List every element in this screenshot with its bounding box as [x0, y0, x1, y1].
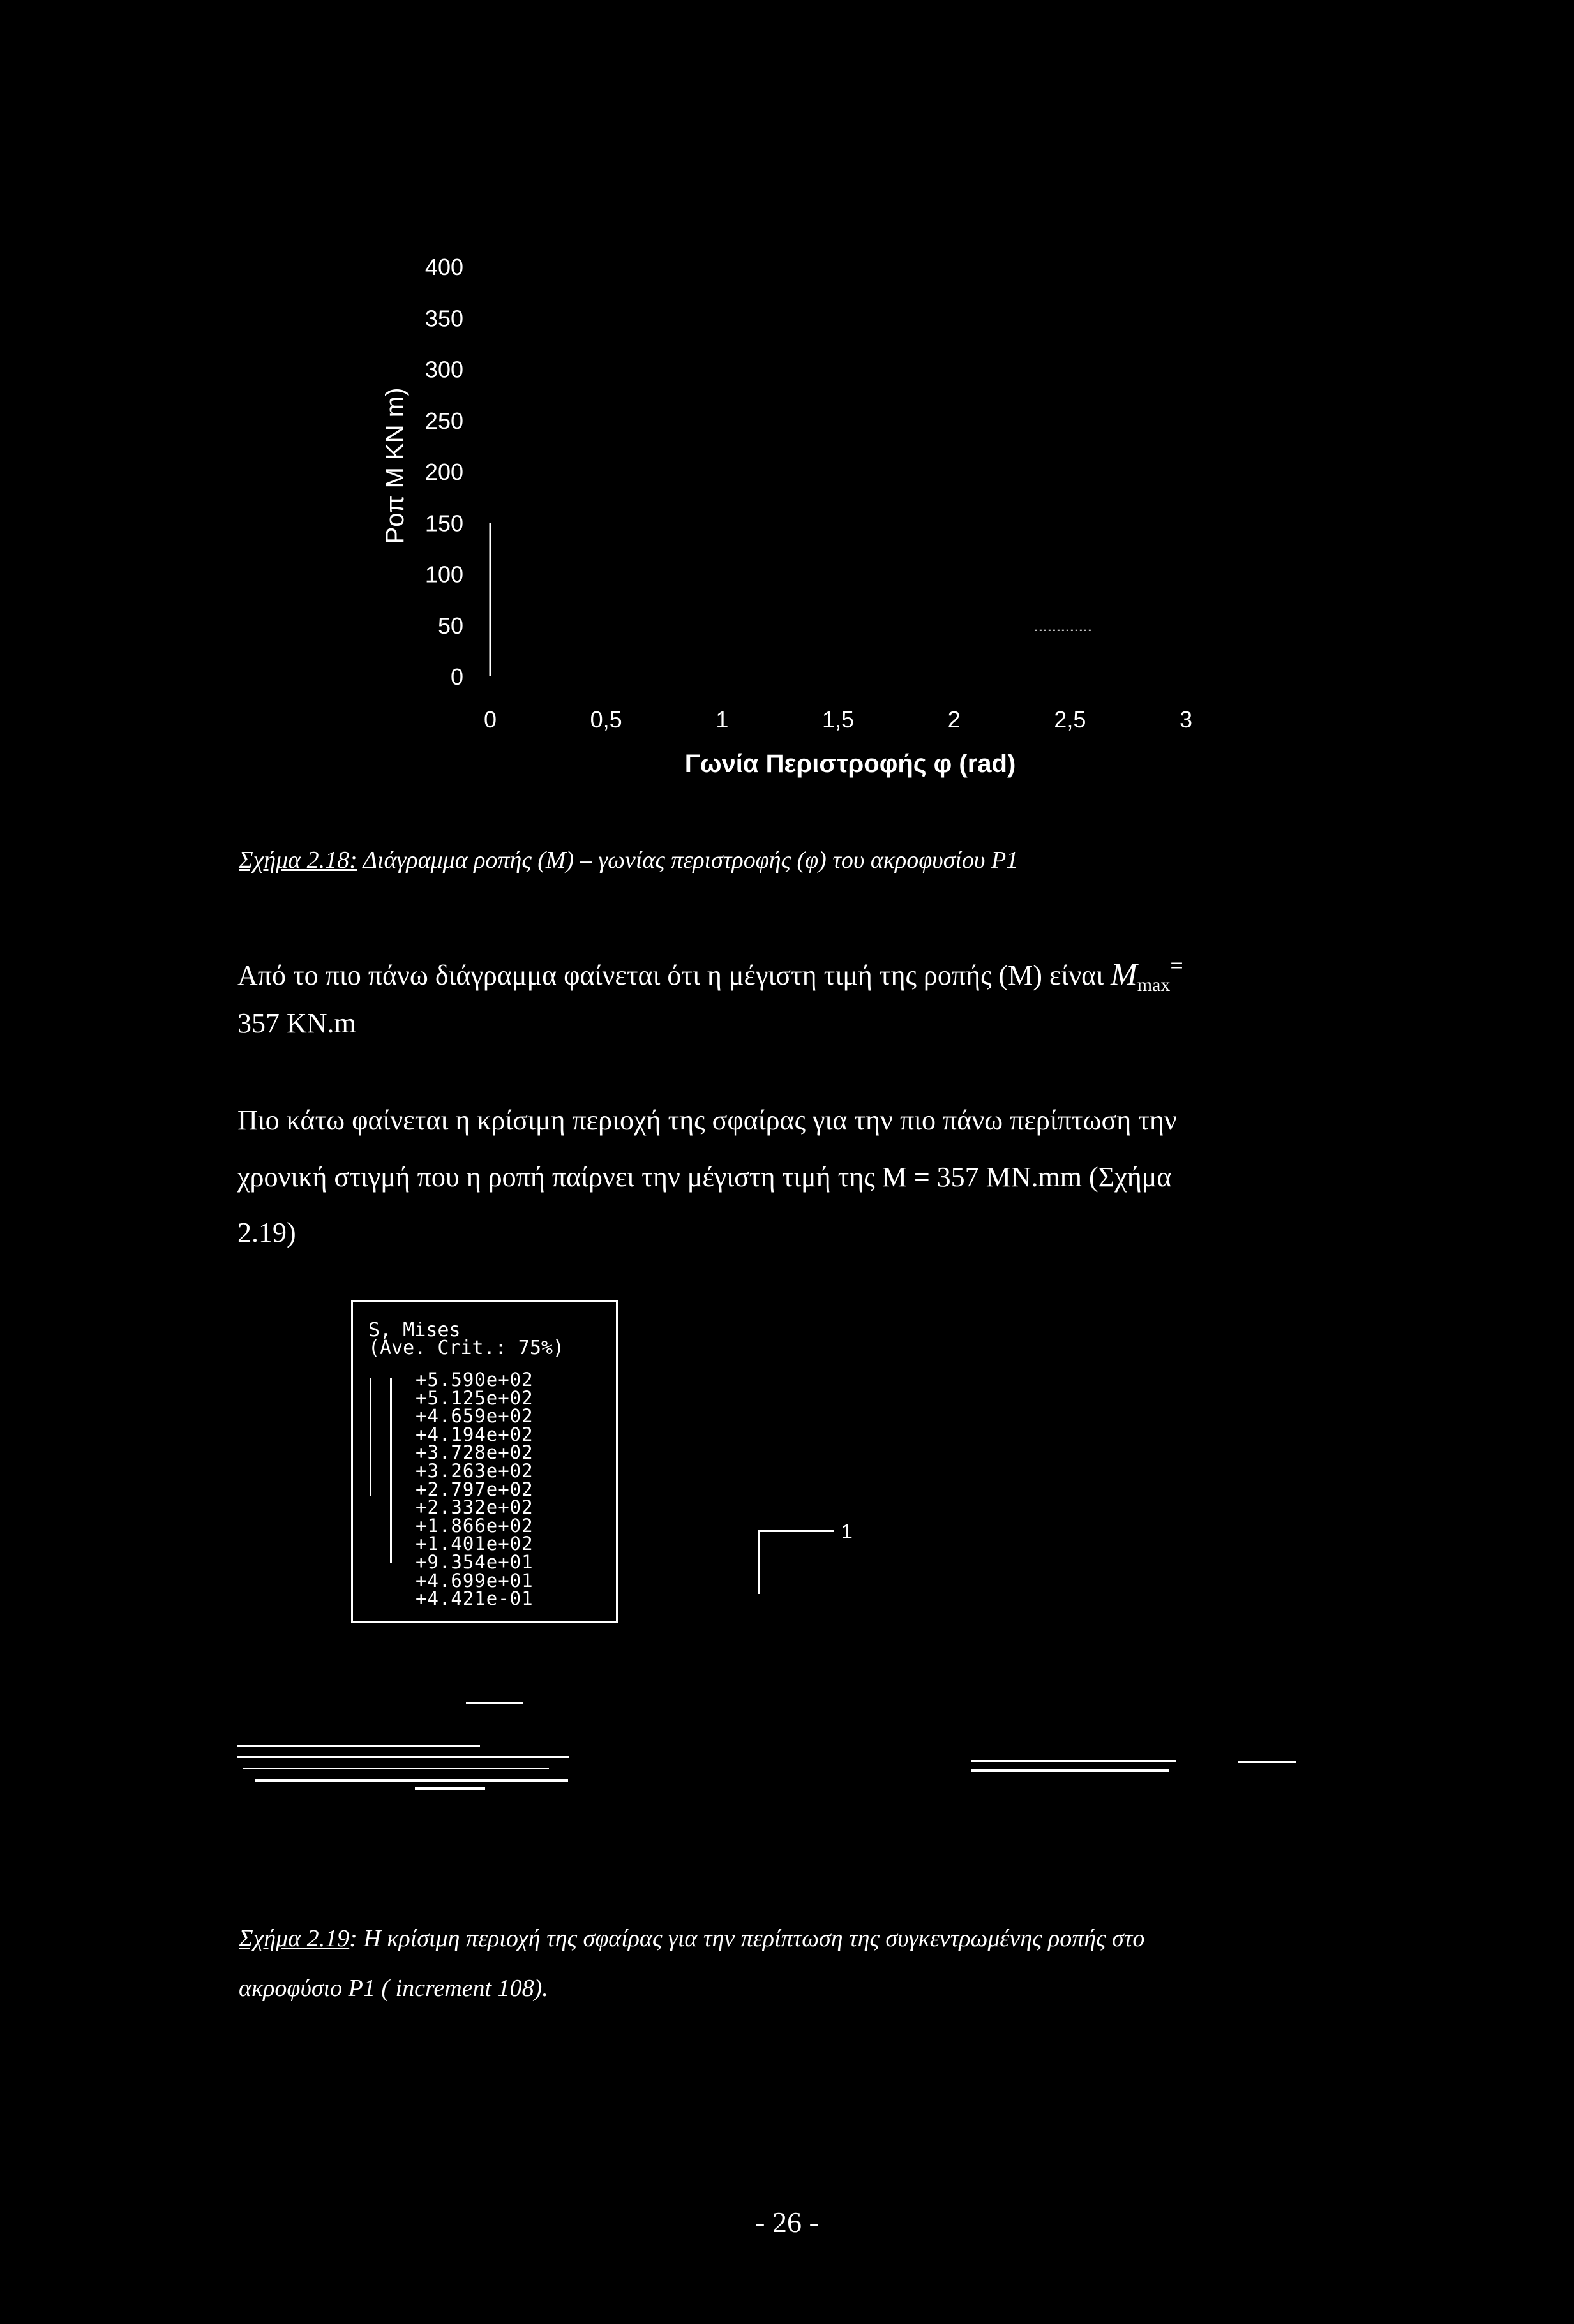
x-tick-label: 1,5 [821, 706, 855, 733]
figure-2-18-caption [239, 846, 1018, 874]
model-edge [243, 1768, 549, 1769]
paragraph-1-line-1 [237, 941, 1183, 1010]
legend-value: +1.866e+02 [416, 1514, 534, 1537]
legend-value: +1.401e+02 [416, 1533, 534, 1555]
y-tick-label: 250 [424, 407, 463, 434]
legend-color-bar [390, 1378, 392, 1563]
paragraph-2-line-2: χρονική στιγμή που η ροπή παίρνει την μέγιστη τιμή της Μ = 357 ΜΝ.mm (Σχήμα [237, 1161, 1172, 1193]
figure-2-18-text: Διάγραμμα ροπής (Μ) – γωνίας περιστροφής (φ) του ακροφυσίου Ρ1 [357, 847, 1019, 874]
y-tick-label: 350 [424, 305, 463, 332]
x-axis-label: Γωνία Περιστροφής φ (rad) [684, 750, 1016, 778]
figure-2-19-caption [239, 1925, 1144, 1953]
legend-value: +4.659e+02 [416, 1405, 534, 1427]
y-tick-label: 300 [424, 356, 463, 383]
m-max-symbol: M [1111, 956, 1137, 992]
legend-title: S, Mises [368, 1319, 461, 1341]
axis-vertical-line [758, 1530, 760, 1594]
y-tick-label: 0 [450, 664, 463, 690]
chart-canvas [0, 0, 1574, 830]
legend-value: +3.263e+02 [416, 1460, 534, 1482]
legend-value: +4.194e+02 [416, 1423, 534, 1445]
legend-value: +4.699e+01 [416, 1569, 534, 1591]
figure-2-18-label: Σχήμα 2.18: [239, 847, 357, 874]
figure-2-19-label: Σχήμα 2.19 [239, 1925, 350, 1952]
x-tick-label: 0,5 [590, 706, 622, 733]
y-tick-label: 150 [424, 510, 463, 537]
y-tick-label: 200 [424, 459, 463, 485]
y-axis-label: Ροπ Μ ΚΝ m) [381, 387, 409, 544]
y-tick-label: 400 [424, 254, 463, 280]
legend-value: +9.354e+01 [416, 1551, 534, 1573]
y-tick-label: 100 [424, 561, 463, 588]
legend-value: +2.332e+02 [416, 1496, 534, 1519]
x-tick-label: 2,5 [1054, 706, 1086, 733]
axis-horizontal-line [758, 1530, 834, 1532]
paragraph-2-line-3: 2.19) [237, 1217, 296, 1248]
legend-subtitle: (Ave. Crit.: 75%) [368, 1337, 565, 1359]
legend-value: +3.728e+02 [416, 1441, 534, 1464]
model-edge [971, 1760, 1176, 1762]
model-edge [415, 1787, 485, 1790]
x-tick-label: 1 [716, 706, 729, 733]
paragraph-1-line-2: 357 KN.m [237, 1008, 356, 1039]
model-edge [237, 1745, 480, 1747]
paragraph-2-line-1: Πιο κάτω φαίνεται η κρίσιμη περιοχή της σφαίρας για την πιο πάνω περίπτωση την [237, 1105, 1177, 1136]
figure-2-19-text-line-1: : Η κρίσιμη περιοχή της σφαίρας για την περίπτωση της συγκεντρωμένης ροπής στο [349, 1925, 1145, 1952]
legend-color-bar [370, 1378, 371, 1496]
legend-value: +5.125e+02 [416, 1387, 534, 1409]
figure-2-19-caption-line-2: ακροφύσιο Ρ1 ( increment 108). [239, 1975, 548, 2002]
y-tick-label: 50 [437, 612, 463, 639]
x-tick-label: 3 [1179, 706, 1193, 733]
paragraph-1-text: Από το πιο πάνω διάγραμμα φαίνεται ότι η μέγιστη τιμή της ροπής (Μ) είναι [237, 960, 1111, 991]
model-edge [255, 1779, 568, 1782]
equals-sign: = [1170, 953, 1183, 978]
model-edge [237, 1756, 569, 1758]
legend-value: +4.421e-01 [416, 1588, 534, 1610]
model-edge [1238, 1761, 1296, 1763]
legend-value: +2.797e+02 [416, 1478, 534, 1500]
page-number: - 26 - [755, 2206, 819, 2238]
axis-marker-label: 1 [841, 1520, 853, 1543]
mises-legend [351, 1300, 618, 1623]
legend-value: +5.590e+02 [416, 1369, 534, 1390]
x-tick-label: 0 [483, 706, 497, 733]
model-edge [971, 1769, 1169, 1772]
m-max-subscript: max [1137, 974, 1171, 995]
model-edge [466, 1702, 523, 1704]
x-tick-label: 2 [947, 706, 961, 733]
